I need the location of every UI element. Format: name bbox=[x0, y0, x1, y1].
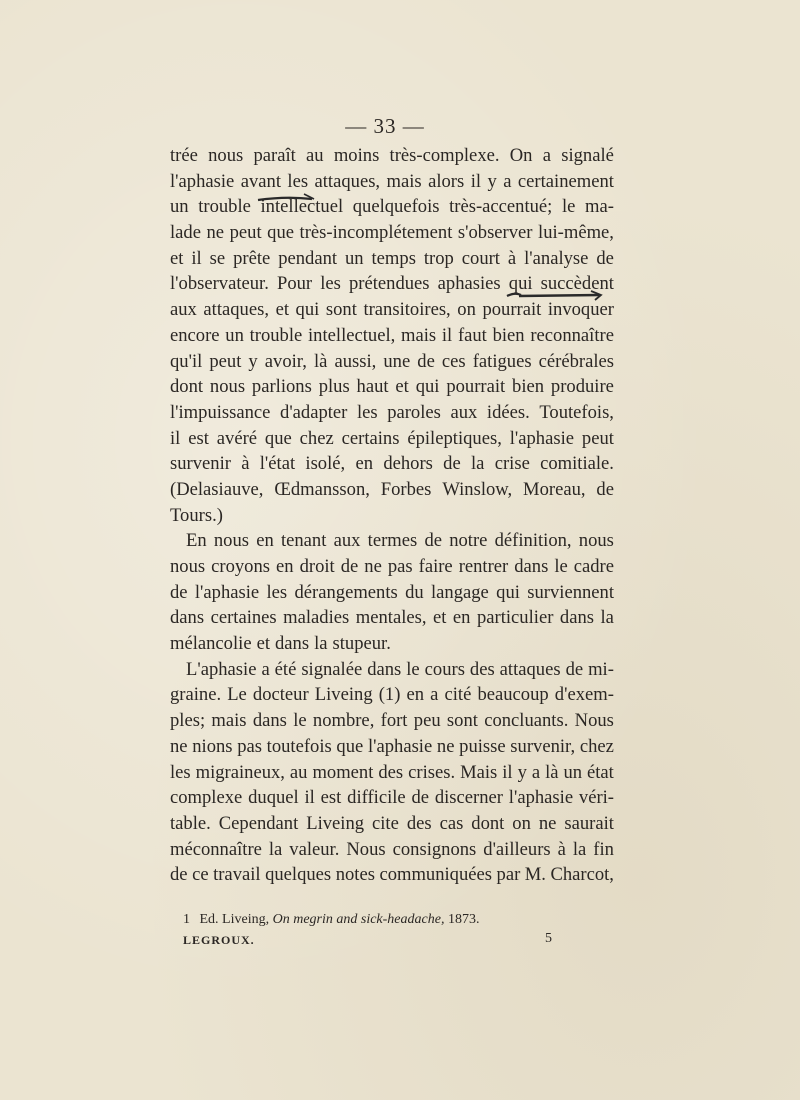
word: ne bbox=[170, 735, 188, 757]
word: mi- bbox=[588, 658, 614, 680]
word: il bbox=[502, 761, 513, 783]
word: trouble bbox=[249, 324, 303, 346]
word: qu'il bbox=[170, 350, 203, 372]
word: en bbox=[256, 530, 274, 552]
word: dans bbox=[559, 607, 594, 629]
word: concluants. bbox=[484, 710, 569, 732]
word: des bbox=[378, 761, 404, 783]
text-line bbox=[170, 708, 614, 734]
word: faut bbox=[457, 324, 487, 346]
word: ne bbox=[538, 812, 557, 834]
word: que bbox=[267, 222, 294, 244]
word: en bbox=[452, 607, 471, 629]
word: Nous bbox=[574, 710, 614, 732]
word: que bbox=[264, 427, 292, 449]
word: dans bbox=[367, 658, 402, 680]
word: avant bbox=[240, 170, 281, 192]
word: survenir, bbox=[510, 735, 576, 757]
word: alors bbox=[428, 170, 465, 192]
word: en bbox=[406, 684, 425, 706]
word: pendant bbox=[278, 247, 338, 269]
word: pas bbox=[387, 556, 413, 577]
word: fin bbox=[593, 838, 614, 860]
word: En bbox=[186, 530, 207, 552]
word: Winslow, bbox=[442, 478, 513, 500]
text-line bbox=[170, 451, 614, 477]
word: les bbox=[356, 401, 378, 423]
word: aphasies bbox=[437, 273, 501, 295]
word: aux bbox=[333, 530, 361, 552]
word: lui-même, bbox=[538, 222, 614, 244]
footnote-number: 1 bbox=[183, 912, 190, 927]
word: et bbox=[433, 607, 447, 629]
word: l'analyse bbox=[524, 247, 589, 269]
word: moins bbox=[333, 145, 380, 166]
word: Forbes bbox=[380, 478, 432, 500]
word: Liveing bbox=[314, 684, 373, 706]
text-line bbox=[170, 734, 614, 760]
word: pourrait bbox=[446, 376, 506, 398]
handwritten-underline-mark bbox=[256, 193, 316, 203]
word: certaines bbox=[210, 607, 277, 629]
word: valeur. bbox=[289, 838, 340, 860]
word: certainement bbox=[517, 170, 614, 192]
word: dont bbox=[471, 812, 505, 834]
word: paraît bbox=[253, 145, 296, 166]
word: des bbox=[406, 812, 432, 834]
word: de bbox=[170, 864, 188, 886]
word: de bbox=[596, 478, 614, 500]
word: avéré bbox=[216, 427, 258, 449]
word: invoquer bbox=[547, 299, 614, 321]
word: qui bbox=[415, 376, 440, 398]
text-line bbox=[170, 323, 614, 349]
word: idées. bbox=[486, 401, 530, 423]
word: cadre bbox=[573, 556, 614, 577]
word: mais bbox=[211, 710, 247, 732]
word: ces bbox=[441, 350, 466, 372]
word: véri- bbox=[578, 787, 614, 809]
word: nous bbox=[578, 530, 614, 552]
word: certains bbox=[341, 427, 400, 449]
text-line bbox=[170, 528, 614, 554]
word: tenant bbox=[280, 530, 327, 552]
word: Nous bbox=[346, 838, 386, 860]
text-line bbox=[170, 682, 614, 708]
word: aussi, bbox=[334, 350, 377, 372]
word: l'aphasie bbox=[367, 735, 433, 757]
word: langage bbox=[431, 581, 489, 603]
word: temps bbox=[371, 247, 416, 269]
text-line bbox=[170, 503, 614, 529]
word: l'aphasie bbox=[508, 787, 574, 809]
word: rentrer bbox=[458, 556, 509, 577]
word: a bbox=[430, 684, 439, 706]
word: d'ailleurs bbox=[483, 838, 551, 860]
word: de bbox=[340, 556, 359, 577]
word: à bbox=[507, 247, 517, 269]
word: particulier bbox=[476, 607, 554, 629]
word: nous bbox=[213, 530, 249, 552]
word: encore bbox=[170, 324, 220, 346]
word: de bbox=[596, 247, 614, 269]
word: L'aphasie bbox=[186, 658, 257, 680]
word: dont bbox=[170, 376, 204, 398]
word: les bbox=[266, 581, 288, 603]
text-line bbox=[170, 554, 614, 580]
word: comitiale. bbox=[540, 453, 614, 475]
text-line bbox=[170, 246, 614, 272]
word: là bbox=[545, 761, 559, 783]
word: chez bbox=[579, 735, 614, 757]
word: (1) bbox=[378, 684, 401, 706]
word: les bbox=[320, 273, 341, 295]
signature-number: 5 bbox=[545, 931, 552, 946]
word: aux bbox=[450, 401, 478, 423]
word: ce bbox=[192, 864, 209, 886]
word: dans bbox=[514, 556, 549, 577]
word: la bbox=[471, 453, 485, 475]
word: attaques bbox=[499, 658, 561, 680]
word: a bbox=[503, 170, 512, 192]
word: puisse bbox=[459, 735, 506, 757]
word: un bbox=[225, 324, 244, 346]
word: la bbox=[268, 838, 283, 860]
word: communiquées bbox=[379, 864, 493, 886]
word: bien bbox=[492, 324, 525, 346]
word: On bbox=[509, 145, 533, 166]
footnote-author: Ed. Liveing, bbox=[199, 912, 270, 927]
word: le bbox=[406, 658, 420, 680]
word: il bbox=[170, 427, 181, 449]
word: cite bbox=[372, 812, 399, 834]
word: qui bbox=[295, 299, 320, 321]
word: aux bbox=[170, 299, 197, 321]
word: prête bbox=[233, 247, 271, 269]
word: de bbox=[170, 581, 188, 603]
text-line bbox=[170, 349, 614, 375]
word: l'état bbox=[259, 453, 296, 475]
word: peut bbox=[581, 427, 614, 449]
word: surviennent bbox=[527, 581, 614, 603]
word: fatigues bbox=[472, 350, 532, 372]
text-line bbox=[170, 169, 614, 195]
word: de bbox=[417, 350, 435, 372]
word: il bbox=[441, 324, 453, 346]
word: du bbox=[405, 581, 424, 603]
word: dans bbox=[252, 710, 287, 732]
word: pas bbox=[237, 735, 262, 757]
word: nombre, bbox=[312, 710, 375, 732]
word: d'adapter bbox=[280, 401, 348, 423]
word: nous bbox=[208, 145, 244, 166]
word: plus bbox=[318, 376, 350, 398]
word: se bbox=[209, 247, 226, 269]
word: mais bbox=[401, 324, 437, 346]
text-line bbox=[170, 631, 614, 657]
word: en bbox=[355, 453, 374, 475]
text-line bbox=[170, 400, 614, 426]
word: succèdent bbox=[540, 273, 614, 295]
word: là bbox=[313, 350, 328, 372]
word: quelquefois bbox=[352, 196, 440, 218]
word: faire bbox=[418, 556, 453, 577]
word: qui bbox=[508, 273, 533, 295]
word: il bbox=[470, 170, 482, 192]
word: dérangements bbox=[294, 581, 398, 603]
word: à bbox=[557, 838, 566, 860]
word: très-incomplétement bbox=[299, 222, 453, 244]
footnote-title: On megrin and sick-headache, bbox=[272, 912, 445, 927]
word: discerner bbox=[434, 787, 503, 809]
word: consignons bbox=[392, 838, 477, 860]
word: état bbox=[587, 761, 614, 783]
word: et bbox=[256, 633, 270, 655]
word: le bbox=[561, 196, 576, 218]
word: chez bbox=[299, 427, 334, 449]
word: (Delasiauve, bbox=[170, 478, 264, 500]
word: saurait bbox=[564, 812, 614, 834]
word: parlions bbox=[251, 376, 312, 398]
word: que bbox=[336, 735, 364, 757]
word: stupeur. bbox=[332, 633, 391, 655]
word: mélancolie bbox=[170, 633, 252, 655]
text-line bbox=[170, 194, 614, 220]
word: qui bbox=[496, 581, 520, 603]
word: peut bbox=[209, 350, 242, 372]
text-line bbox=[170, 477, 614, 503]
word: un bbox=[344, 247, 364, 269]
word: et bbox=[170, 247, 184, 269]
word: dans bbox=[275, 633, 310, 655]
word: Tours.) bbox=[170, 504, 223, 526]
word: très-accentué; bbox=[449, 196, 553, 218]
word: survenir bbox=[170, 453, 231, 475]
word: quelques bbox=[265, 864, 332, 886]
word: notes bbox=[335, 864, 375, 886]
body-text bbox=[170, 143, 614, 888]
word: a bbox=[542, 145, 551, 166]
word: signalée bbox=[301, 658, 363, 680]
word: cité bbox=[444, 684, 472, 706]
word: produire bbox=[550, 376, 614, 398]
word: duquel bbox=[248, 787, 299, 809]
word: termes bbox=[367, 530, 418, 552]
word: complexe bbox=[170, 787, 243, 809]
word: droit bbox=[299, 556, 335, 577]
word: un bbox=[170, 196, 189, 218]
word: on bbox=[457, 299, 476, 321]
page-number: — 33 — bbox=[345, 114, 425, 138]
word: au bbox=[306, 145, 324, 166]
word: prétendues bbox=[349, 273, 430, 295]
word: pourrait bbox=[482, 299, 542, 321]
word: peu bbox=[413, 710, 441, 732]
word: reconnaître bbox=[530, 324, 614, 346]
word: il bbox=[191, 247, 202, 269]
text-line bbox=[170, 837, 614, 863]
word: s'observer bbox=[457, 222, 533, 244]
word: ne bbox=[206, 222, 225, 244]
footnote-year: 1873. bbox=[447, 912, 480, 927]
word: nous bbox=[209, 376, 246, 398]
word: par bbox=[496, 864, 521, 886]
word: Liveing bbox=[306, 812, 365, 834]
word: ne bbox=[436, 735, 455, 757]
word: de bbox=[424, 530, 442, 552]
word: les bbox=[170, 761, 191, 783]
word: beaucoup bbox=[477, 684, 549, 706]
word: Œdmansson, bbox=[274, 478, 370, 500]
word: méconnaître bbox=[170, 838, 262, 860]
word: bien bbox=[512, 376, 545, 398]
word: Toutefois, bbox=[539, 401, 614, 423]
word: est bbox=[320, 787, 342, 809]
text-line bbox=[170, 785, 614, 811]
word: sont bbox=[446, 710, 478, 732]
text-line bbox=[170, 760, 614, 786]
word: la bbox=[600, 607, 614, 629]
word: les bbox=[287, 170, 309, 192]
text-line bbox=[170, 657, 614, 683]
word: croyons bbox=[211, 556, 271, 577]
word: de bbox=[443, 453, 461, 475]
word: lade bbox=[170, 222, 201, 244]
word: très-complexe. bbox=[389, 145, 500, 166]
word: et bbox=[275, 299, 289, 321]
text-line bbox=[170, 426, 614, 452]
word: sont bbox=[325, 299, 357, 321]
word: la bbox=[572, 838, 587, 860]
word: Mais bbox=[460, 761, 498, 783]
word: y bbox=[248, 350, 258, 372]
word: transitoires, bbox=[363, 299, 451, 321]
word: graine. bbox=[170, 684, 222, 706]
word: fort bbox=[380, 710, 408, 732]
word: isolé, bbox=[305, 453, 346, 475]
word: à bbox=[241, 453, 250, 475]
word: dehors bbox=[383, 453, 433, 475]
text-line bbox=[170, 605, 614, 631]
word: trée bbox=[170, 145, 198, 166]
word: Charcot, bbox=[550, 864, 614, 886]
word: haut bbox=[356, 376, 389, 398]
footnote bbox=[183, 912, 479, 928]
word: de bbox=[565, 658, 584, 680]
word: nous bbox=[170, 556, 206, 577]
word: le bbox=[554, 556, 568, 577]
word: cérébrales bbox=[538, 350, 614, 372]
word: M. bbox=[524, 864, 546, 886]
word: crises. bbox=[408, 761, 456, 783]
word: en bbox=[276, 556, 294, 577]
word: épileptiques, bbox=[407, 427, 502, 449]
word: y bbox=[517, 761, 527, 783]
word: la bbox=[314, 633, 328, 655]
word: ne bbox=[364, 556, 382, 577]
word: des bbox=[469, 658, 495, 680]
word: cas bbox=[439, 812, 464, 834]
word: attaques, bbox=[203, 299, 269, 321]
word: l'aphasie bbox=[194, 581, 260, 603]
text-line bbox=[170, 811, 614, 837]
word: mentales, bbox=[355, 607, 427, 629]
word: et bbox=[395, 376, 409, 398]
word: Le bbox=[227, 684, 247, 706]
word: de bbox=[411, 787, 430, 809]
word: Moreau, bbox=[523, 478, 586, 500]
word: nions bbox=[192, 735, 233, 757]
word: dans bbox=[170, 607, 205, 629]
word: trop bbox=[423, 247, 454, 269]
text-line bbox=[170, 862, 614, 888]
word: migraineux, bbox=[195, 761, 285, 783]
word: toutefois bbox=[266, 735, 332, 757]
word: a bbox=[531, 761, 541, 783]
word: docteur bbox=[252, 684, 309, 706]
word: attaques, bbox=[314, 170, 381, 192]
word: est bbox=[188, 427, 209, 449]
word: difficile bbox=[347, 787, 406, 809]
word: été bbox=[274, 658, 297, 680]
word: avoir, bbox=[264, 350, 307, 372]
word: au bbox=[289, 761, 308, 783]
text-line bbox=[170, 220, 614, 246]
word: un bbox=[563, 761, 583, 783]
word: maladies bbox=[283, 607, 350, 629]
word: l'aphasie bbox=[509, 427, 575, 449]
word: trouble bbox=[198, 196, 251, 218]
word: y bbox=[487, 170, 497, 192]
word: on bbox=[512, 812, 531, 834]
word: Cependant bbox=[218, 812, 299, 834]
word: table. bbox=[170, 812, 211, 834]
word: peut bbox=[229, 222, 262, 244]
word: ma- bbox=[585, 196, 614, 218]
word: d'exem- bbox=[554, 684, 614, 706]
word: définition, bbox=[494, 530, 572, 552]
word: il bbox=[304, 787, 315, 809]
word: une bbox=[383, 350, 411, 372]
word: crise bbox=[494, 453, 530, 475]
word: ples; bbox=[170, 710, 206, 732]
word: travail bbox=[213, 864, 261, 886]
signature-mark-legroux: LEGROUX. bbox=[183, 933, 255, 947]
word: a bbox=[261, 658, 270, 680]
text-line bbox=[170, 580, 614, 606]
word: signalé bbox=[561, 145, 614, 166]
word: moment bbox=[312, 761, 374, 783]
word: l'impuissance bbox=[170, 401, 271, 423]
handwritten-arrow-mark bbox=[505, 289, 609, 303]
word: l'observateur. bbox=[170, 273, 269, 295]
word: Pour bbox=[276, 273, 313, 295]
word: notre bbox=[449, 530, 488, 552]
text-line bbox=[170, 143, 614, 169]
word: court bbox=[461, 247, 500, 269]
word: mais bbox=[386, 170, 422, 192]
word: intellectuel bbox=[260, 196, 344, 218]
word: cours bbox=[424, 658, 465, 680]
word: paroles bbox=[387, 401, 441, 423]
word: intellectuel, bbox=[308, 324, 396, 346]
word: l'aphasie bbox=[170, 170, 235, 192]
text-line bbox=[170, 374, 614, 400]
word: le bbox=[293, 710, 307, 732]
